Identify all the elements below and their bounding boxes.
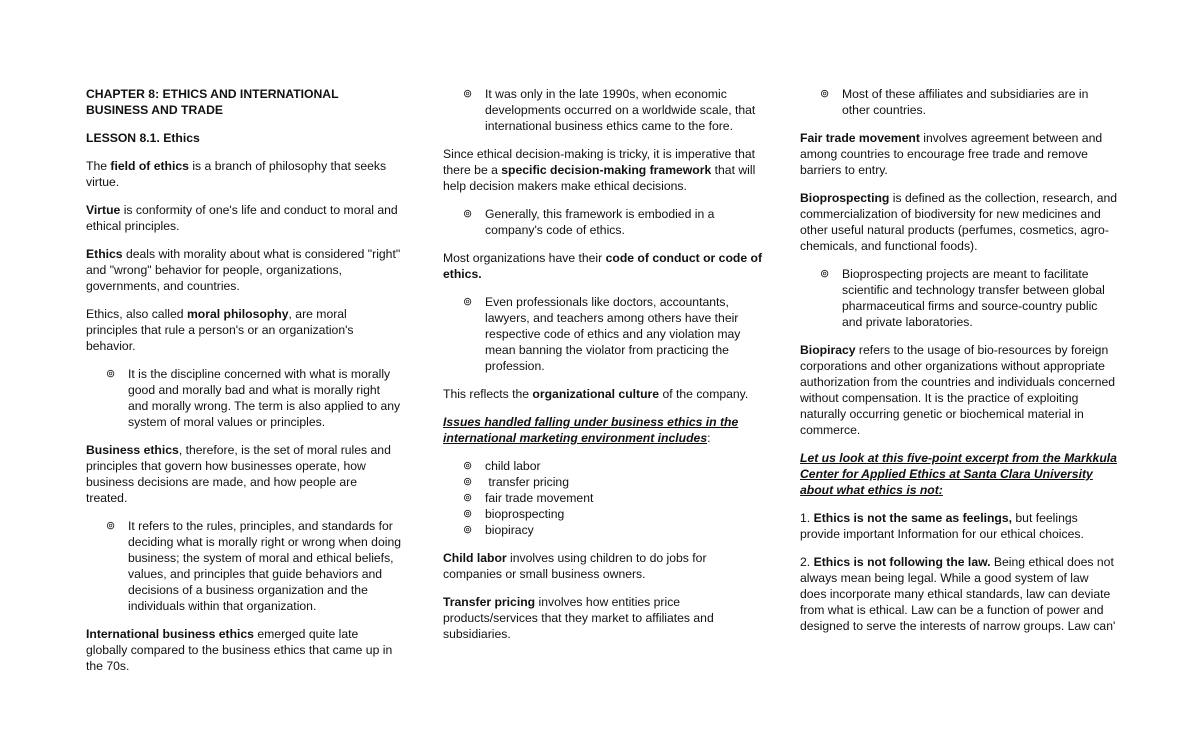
term: Child labor — [443, 551, 507, 565]
term: Transfer pricing — [443, 595, 536, 609]
bullet-icon: ⊚ — [463, 207, 473, 220]
term: Fair trade movement — [800, 131, 920, 145]
bullet-item — [800, 86, 1118, 118]
bullet-item — [86, 366, 401, 430]
paragraph-field-of-ethics — [86, 158, 401, 190]
bullet-icon: ⊚ — [463, 87, 473, 100]
bullet-icon: ⊚ — [463, 523, 473, 536]
column-2 — [443, 86, 763, 654]
paragraph-decision-framework — [443, 146, 763, 194]
paragraph-international-business-ethics — [86, 626, 401, 674]
bullet-text: Bioprospecting projects are meant to facilitate scientific and technology transfer between global pharmaceutical firms and source-country public and private laboratories. — [842, 267, 1105, 329]
excerpt-heading — [800, 450, 1118, 498]
term: Virtue — [86, 203, 121, 217]
term: Ethics is not the same as feelings, — [813, 511, 1013, 525]
column-3 — [800, 86, 1118, 646]
bullet-icon: ⊚ — [820, 267, 830, 280]
term: moral philosophy — [186, 307, 289, 321]
text: but feelings provide important Information for our ethical choices. — [800, 511, 1084, 541]
text: that will help decision makers make ethical decisions. — [443, 163, 756, 193]
text: Being ethical does not always mean being legal. While a good system of law does incorporate many ethical standards, law can deviate from what is ethical. Law can be a function of power and designed to serve the interests of narrow groups. Law can' — [800, 555, 1116, 633]
bullet-text: It refers to the rules, principles, and standards for deciding what is morally right or wrong when doing business; the system of moral and ethical beliefs, values, and principles that guide behaviors and decisions of a business organization and the individuals within that organization. — [128, 519, 402, 613]
term: Ethics is not following the law. — [813, 555, 991, 569]
text: involves agreement between and among countries to encourage free trade and remove barriers to entry. — [800, 131, 1103, 177]
lesson-title: LESSON 8.1. Ethics — [86, 131, 200, 145]
point-1 — [800, 510, 1118, 542]
text: is conformity of one's life and conduct to moral and ethical principles. — [86, 203, 398, 233]
bullet-icon: ⊚ — [106, 367, 116, 380]
bullet-icon: ⊚ — [463, 491, 473, 504]
issues-list — [443, 458, 763, 538]
heading-text: Let us look at this five-point excerpt from the Markkula Center for Applied Ethics at Santa Clara University about what ethics is not: — [800, 451, 1117, 497]
bullet-icon: ⊚ — [463, 459, 473, 472]
list-item-text: transfer pricing — [485, 475, 569, 489]
text: emerged quite late globally compared to the business ethics that came up in the 70s. — [86, 627, 393, 673]
term: organizational culture — [532, 387, 660, 401]
text: is defined as the collection, research, and commercialization of biodiversity for new medicines and other useful natural products (perfumes, cosmetics, agro-chemicals, and functional foods). — [800, 191, 1118, 253]
bullet-text: Generally, this framework is embodied in a company's code of ethics. — [485, 207, 715, 237]
bullet-item — [443, 294, 763, 374]
term: International business ethics — [86, 627, 254, 641]
bullet-text: Even professionals like doctors, accountants, lawyers, and teachers among others have their respective code of ethics and any violation may mean banning the violator from practicing the profession. — [485, 295, 741, 373]
point-number: 1. — [800, 511, 814, 525]
paragraph-code-of-conduct — [443, 250, 763, 282]
bullet-text: It was only in the late 1990s, when economic developments occurred on a worldwide scale, that international business ethics came to the fore. — [485, 87, 756, 133]
text: of the company. — [659, 387, 749, 401]
bullet-item — [443, 86, 763, 134]
text: involves using children to do jobs for companies or small business owners. — [443, 551, 707, 581]
text: Ethics, also called — [86, 307, 187, 321]
bullet-item — [443, 206, 763, 238]
bullet-icon: ⊚ — [463, 475, 473, 488]
text: : — [707, 431, 711, 445]
term: Ethics — [86, 247, 123, 261]
term: Bioprospecting — [800, 191, 890, 205]
paragraph-fair-trade — [800, 130, 1118, 178]
paragraph-business-ethics — [86, 442, 401, 506]
bullet-text: Most of these affiliates and subsidiaries are in other countries. — [842, 87, 1089, 117]
paragraph-organizational-culture — [443, 386, 763, 402]
issues-heading — [443, 414, 763, 446]
bullet-text: It is the discipline concerned with what is morally good and morally bad and what is morally right and morally wrong. The term is also applied to any system of moral values or principles. — [128, 367, 401, 429]
heading-text: Issues handled falling under business ethics in the international marketing environment includes — [443, 415, 739, 445]
bullet-item — [86, 518, 401, 614]
term: field of ethics — [110, 159, 189, 173]
list-item-text: bioprospecting — [485, 507, 565, 521]
list-item-text: child labor — [485, 459, 541, 473]
column-1 — [86, 86, 401, 686]
bullet-icon: ⊚ — [463, 507, 473, 520]
list-item — [443, 474, 763, 490]
term: code of conduct or code of ethics. — [443, 251, 763, 281]
list-item-text: fair trade movement — [485, 491, 594, 505]
point-2 — [800, 554, 1118, 634]
term: Business ethics — [86, 443, 179, 457]
bullet-icon: ⊚ — [106, 519, 116, 532]
point-number: 2. — [800, 555, 814, 569]
text: deals with morality about what is considered "right" and "wrong" behavior for people, organizations, governments, and countries. — [86, 247, 401, 293]
bullet-icon: ⊚ — [820, 87, 830, 100]
text: Since ethical decision-making is tricky, it is imperative that there be a — [443, 147, 756, 177]
text: is a branch of philosophy that seeks virtue. — [86, 159, 387, 189]
paragraph-bioprospecting — [800, 190, 1118, 254]
paragraph-child-labor — [443, 550, 763, 582]
text: refers to the usage of bio-resources by foreign corporations and other organizations without appropriate authorization from the countries and individuals concerned without compensation. It is the practice of exploiting naturally occurring genetic or biochemical material in commerce. — [800, 343, 1116, 437]
text: , therefore, is the set of moral rules and principles that govern how businesses operate, how business decisions are made, and how people are treated. — [86, 443, 391, 505]
text: This reflects the — [443, 387, 533, 401]
term: specific decision-making framework — [501, 163, 712, 177]
paragraph-transfer-pricing — [443, 594, 763, 642]
bullet-item — [800, 266, 1118, 330]
term: Biopiracy — [800, 343, 856, 357]
bullet-icon: ⊚ — [463, 295, 473, 308]
text: The — [86, 159, 111, 173]
text: Most organizations have their — [443, 251, 606, 265]
list-item — [443, 458, 763, 474]
list-item-text: biopiracy — [485, 523, 534, 537]
list-item — [443, 490, 763, 506]
paragraph-biopiracy — [800, 342, 1118, 438]
text: involves how entities price products/services that they market to affiliates and subsidiaries. — [443, 595, 714, 641]
list-item — [443, 522, 763, 538]
paragraph-moral-philosophy — [86, 306, 401, 354]
chapter-title: CHAPTER 8: ETHICS AND INTERNATIONAL BUSINESS AND TRADE — [86, 87, 339, 117]
paragraph-ethics — [86, 246, 401, 294]
text: , are moral principles that rule a person's or an organization's behavior. — [86, 307, 354, 353]
list-item — [443, 506, 763, 522]
paragraph-virtue — [86, 202, 401, 234]
